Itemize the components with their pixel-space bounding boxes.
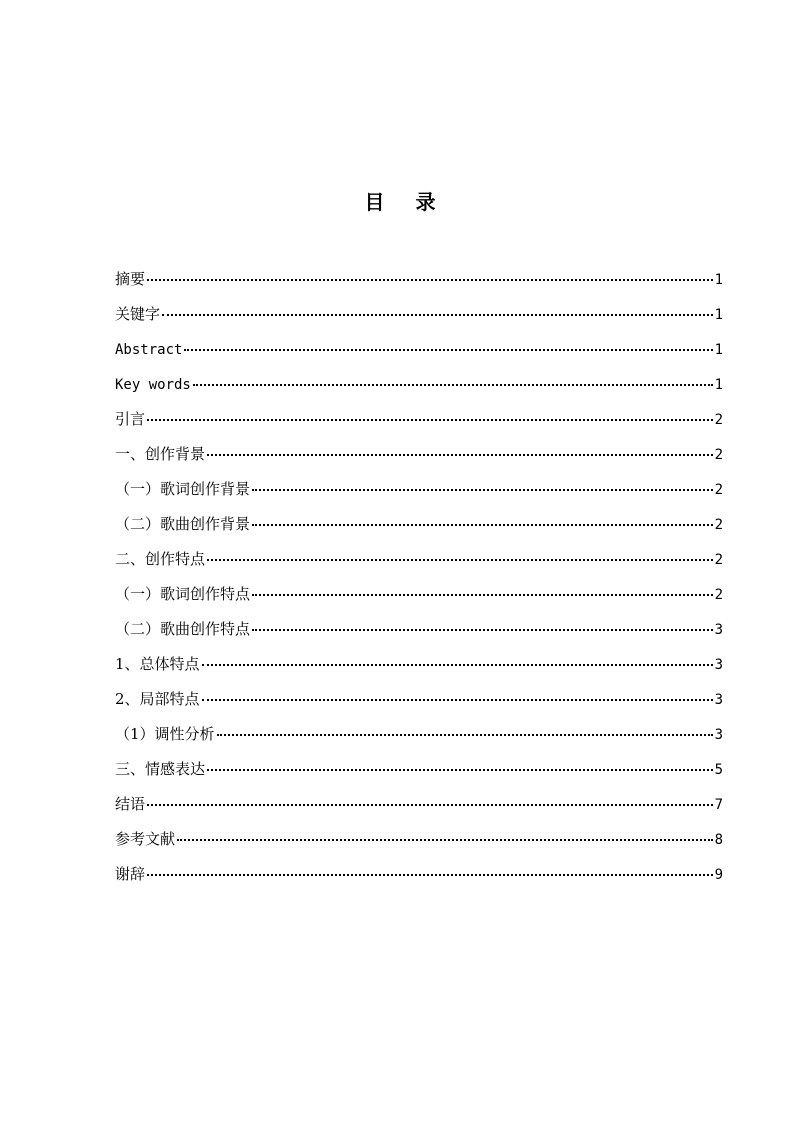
toc-entry-label: （1）调性分析: [115, 725, 215, 743]
toc-entry-page: 5: [714, 762, 723, 778]
toc-entry-label: 关键字: [115, 305, 161, 323]
toc-entry-page: 1: [714, 272, 723, 288]
toc-entry: [115, 472, 723, 507]
toc-leader-dots: [252, 574, 713, 596]
toc-entry-label: 结语: [115, 795, 146, 813]
toc-entry-page: 9: [714, 867, 723, 883]
toc-entry-page: 3: [714, 657, 723, 673]
toc-leader-dots: [207, 539, 713, 561]
toc-entry-label: 一、创作背景: [115, 445, 206, 463]
toc-leader-dots: [147, 854, 713, 876]
toc-leader-dots: [184, 329, 712, 351]
toc-entry: [115, 577, 723, 612]
toc-entry-page: 1: [714, 377, 723, 393]
toc-entry-label: 谢辞: [115, 865, 146, 883]
toc-entry: [115, 507, 723, 542]
toc-entry-label: （二）歌曲创作背景: [115, 515, 251, 533]
toc-entry-page: 2: [714, 587, 723, 603]
toc-leader-dots: [162, 294, 713, 316]
toc-leader-dots: [147, 259, 713, 281]
toc-leader-dots: [147, 784, 713, 806]
toc-entry-label: 二、创作特点: [115, 550, 206, 568]
toc-leader-dots: [207, 434, 713, 456]
toc-entry: [115, 752, 723, 787]
toc-leader-dots: [252, 504, 713, 526]
toc-entry: [115, 787, 723, 822]
toc-entry-label: 引言: [115, 410, 146, 428]
toc-entry-page: 2: [714, 447, 723, 463]
toc-leader-dots: [147, 399, 713, 421]
toc-entry-page: 3: [714, 692, 723, 708]
toc-entry-page: 1: [714, 307, 723, 323]
toc-entry-page: 3: [714, 727, 723, 743]
toc-entry-label: （二）歌曲创作特点: [115, 620, 251, 638]
toc-entry-page: 8: [714, 832, 723, 848]
toc-entry-label: 2、局部特点: [115, 690, 200, 708]
toc-entry-label: （一）歌词创作背景: [115, 480, 251, 498]
toc-entry: [115, 612, 723, 647]
toc-entry-page: 2: [714, 552, 723, 568]
toc-leader-dots: [177, 819, 713, 841]
toc-entry-page: 2: [714, 517, 723, 533]
toc-entry-page: 3: [714, 622, 723, 638]
toc-entry: [115, 857, 723, 892]
toc-entry-label: Abstract: [115, 342, 183, 358]
toc-entry: [115, 682, 723, 717]
toc-entry: [115, 647, 723, 682]
toc-leader-dots: [202, 644, 713, 666]
toc-entry: [115, 822, 723, 857]
toc-title: 目 录: [364, 190, 448, 214]
toc-entry-page: 1: [714, 342, 723, 358]
toc-entry-label: 参考文献: [115, 830, 176, 848]
toc-entry-page: 2: [714, 482, 723, 498]
toc-entry: [115, 542, 723, 577]
toc-entry-page: 2: [714, 412, 723, 428]
toc-entry: [115, 717, 723, 752]
toc-entry-page: 7: [714, 797, 723, 813]
toc-entry-label: 摘要: [115, 270, 146, 288]
toc-entry-label: Key words: [115, 377, 191, 393]
toc-leader-dots: [252, 609, 713, 631]
toc-entry: [115, 402, 723, 437]
toc-entry-label: 1、总体特点: [115, 655, 200, 673]
toc-entry-label: 三、情感表达: [115, 760, 206, 778]
toc-leader-dots: [207, 749, 713, 771]
toc-leader-dots: [217, 714, 713, 736]
toc-entry-label: （一）歌词创作特点: [115, 585, 251, 603]
toc-leader-dots: [202, 679, 713, 701]
toc-entry: [115, 262, 723, 297]
toc-leader-dots: [193, 364, 713, 386]
toc-entry: [115, 437, 723, 472]
toc-entry: [115, 332, 723, 367]
toc-leader-dots: [252, 469, 713, 491]
toc-entry: [115, 297, 723, 332]
toc-entry: [115, 367, 723, 402]
toc-list: [115, 262, 723, 892]
